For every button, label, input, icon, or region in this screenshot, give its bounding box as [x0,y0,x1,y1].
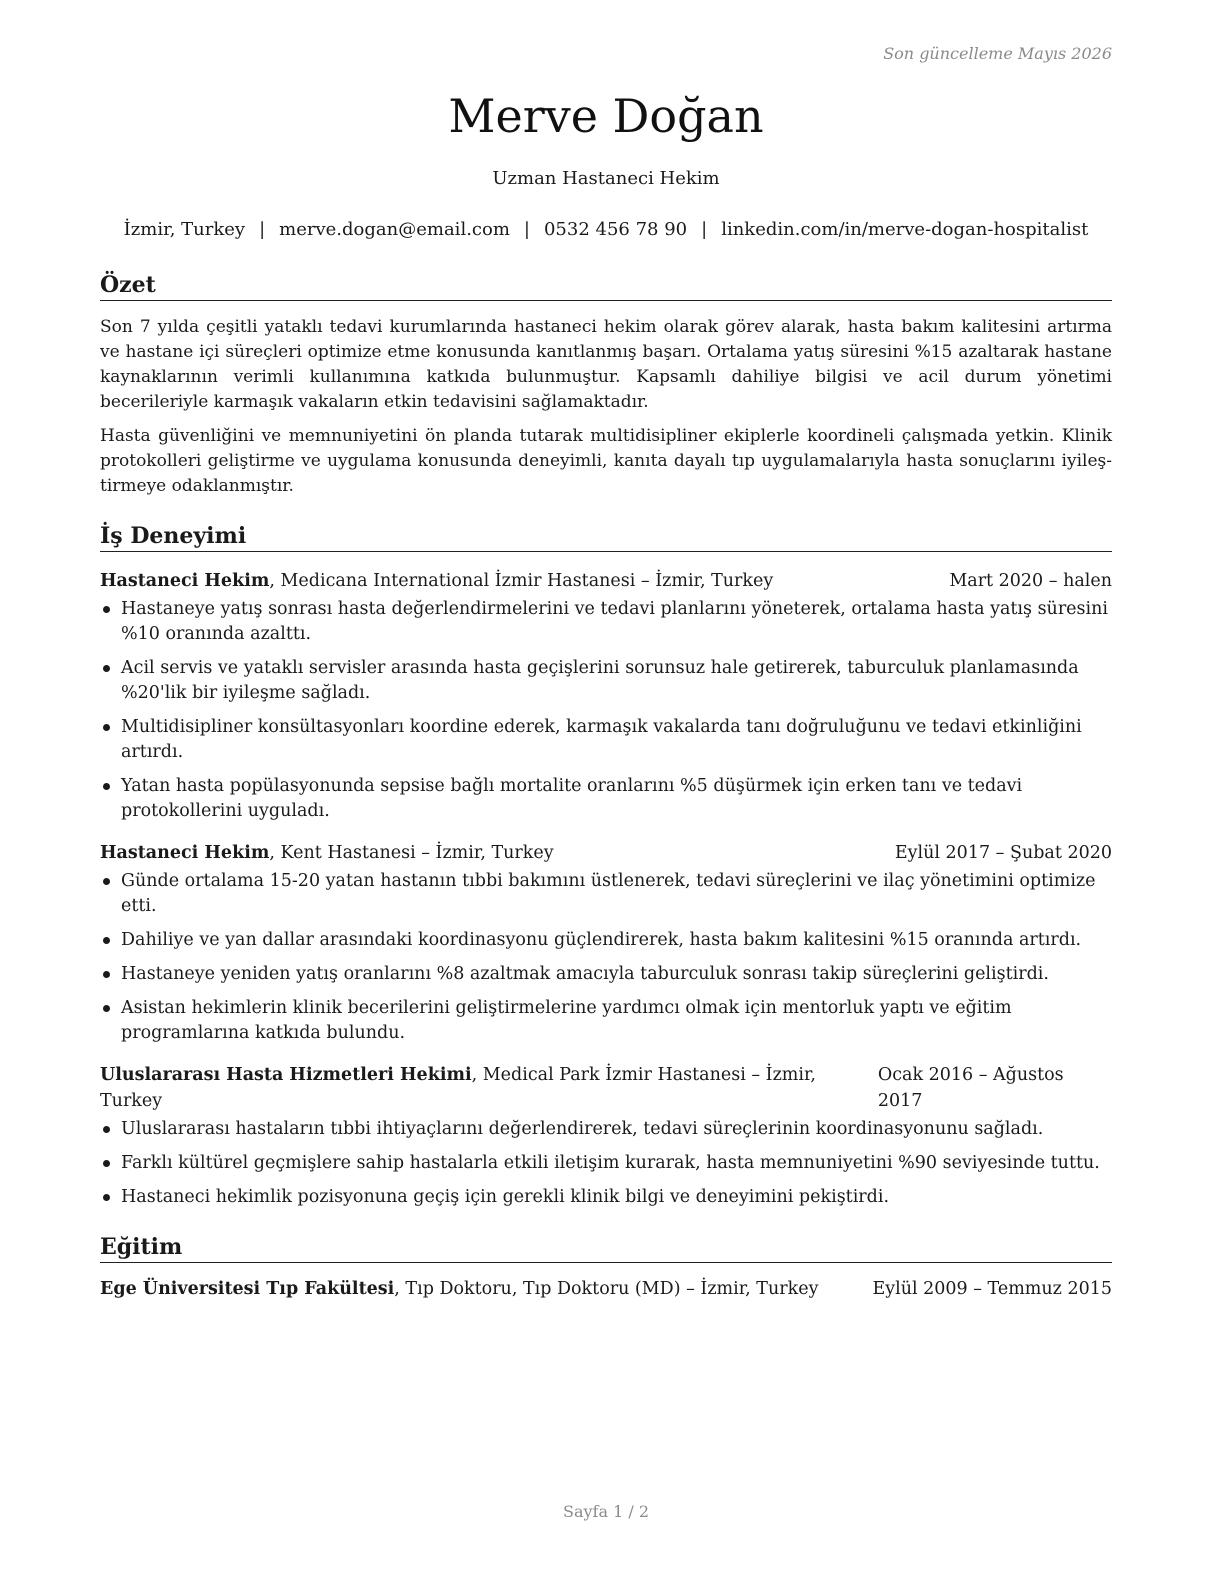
education-school: Ege Üniversitesi Tıp Fakültesi [100,1279,395,1299]
job-dates: Eylül 2017 – Şubat 2020 [894,843,1112,863]
job-entry [100,840,1112,1046]
summary-paragraph: Son 7 yılda çeşitli yataklı tedavi kurumlarında hastaneci hekim olarak görev alarak, hasta bakım kalitesini artırma ve hastane içi süreçleri optimize etme konusunda kanıtlanmış başarı. Ortalama yatış süresini %15 azaltarak hastane kaynaklarının verimli kullanımına katkıda bulunmuştur. Kapsamlı dahiliye bilgisi ve acil durum yönetimi becerileriyle karmaşık vakaların etkin tedavisini sağlamaktadır. [100,317,1112,412]
education-heading: Eğitim [100,1232,1112,1263]
contact-line [100,219,1112,240]
candidate-title: Uzman Hastaneci Hekim [492,168,720,189]
job-bullet: Hastaneye yeniden yatış oranlarını %8 azaltmak amacıyla taburculuk sonrası takip süreçlerini geliştirdi. [100,962,1112,987]
job-bullet: Hastaneci hekimlik pozisyonuna geçiş için gerekli klinik bilgi ve deneyimini pekiştirdi. [100,1185,1112,1210]
job-title-line [100,1062,878,1114]
job-bullet: Multidisipliner konsültasyonları koordine ederek, karmaşık vakalarda tanı doğruluğunu ve tedavi etkinliğini artırdı. [100,715,1112,765]
contact-linkedin[interactable]: linkedin.com/in/merve-dogan-hospitalist [721,219,1089,240]
job-bullets [100,597,1112,824]
summary-paragraph: Hasta güvenliğini ve memnuniyetini ön planda tutarak multidisipliner ekiplerle koordineli çalışmada yetkin. Klinik protokolleri geliştirme ve uygulama konusunda deneyimli, kanıta dayalı tıp uygulamalarıyla hasta sonuçlarını iyileştirmeye odaklanmıştır. [100,426,1112,496]
contact-separator: | [701,219,708,240]
education-section [100,1232,1112,1302]
job-bullet: Dahiliye ve yan dallar arasındaki koordinasyonu güçlendirerek, hasta bakım kalitesini %15 oranında artırdı. [100,928,1112,953]
job-bullet: Günde ortalama 15-20 yatan hastanın tıbbi bakımını üstlenerek, tedavi süreçlerini ve ilaç yönetimini optimize etti. [100,869,1112,919]
last-updated: Son güncelleme Mayıs 2026 [883,44,1112,63]
resume-body [100,270,1112,1302]
education-title-line [100,1276,818,1302]
job-employer: , Medical Park İzmir Hastanesi – İzmir, Turkey [100,1065,816,1111]
job-employer: , Medicana International İzmir Hastanesi – İzmir, Turkey [269,571,774,591]
job-bullet: Farklı kültürel geçmişlere sahip hastalarla etkili iletişim kurarak, hasta memnuniyetini %90 seviyesinde tuttu. [100,1151,1112,1176]
education-entry [100,1276,1112,1302]
experience-section [100,521,1112,1210]
job-bullet: Acil servis ve yataklı servisler arasında hasta geçişlerini sorunsuz hale getirerek, taburculuk planlamasında %20'lik bir iyileşme sağladı. [100,656,1112,706]
job-header [100,840,1112,866]
job-title-line [100,840,554,866]
job-bullet: Uluslararası hastaların tıbbi ihtiyaçlarını değerlendirerek, tedavi süreçlerinin koordinasyonunu sağladı. [100,1117,1112,1142]
contact-phone: 0532 456 78 90 [543,219,688,240]
job-position: Hastaneci Hekim [100,843,270,863]
candidate-name: Merve Doğan [448,89,764,143]
contact-separator: | [523,219,530,240]
job-header [100,568,1112,594]
contact-separator: | [259,219,266,240]
job-bullet: Hastaneye yatış sonrası hasta değerlendirmelerini ve tedavi planlarını yöneterek, ortalama hasta yatış süresini %10 oranında azalttı. [100,597,1112,647]
job-employer: , Kent Hastanesi – İzmir, Turkey [269,843,554,863]
job-position: Hastaneci Hekim [100,571,270,591]
summary-section [100,270,1112,499]
contact-email[interactable]: merve.dogan@email.com [279,219,510,240]
contact-location: İzmir, Turkey [123,219,246,240]
experience-heading: İş Deneyimi [100,521,1112,552]
job-title-line [100,568,773,594]
job-dates: Mart 2020 – halen [949,571,1112,591]
job-bullet: Asistan hekimlerin klinik becerilerini geliştirmelerine yardımcı olmak için mentorluk yaptı ve eğitim programlarına katkıda bulundu. [100,996,1112,1046]
job-dates: Ocak 2016 – Ağustos 2017 [877,1065,1064,1111]
job-bullets [100,1117,1112,1210]
job-bullets [100,869,1112,1046]
job-entry [100,1062,1112,1210]
job-bullet: Yatan hasta popülasyonunda sepsise bağlı mortalite oranlarını %5 düşürmek için erken tanı ve tedavi protokollerini uyguladı. [100,774,1112,824]
education-dates: Eylül 2009 – Temmuz 2015 [872,1279,1112,1299]
job-entry [100,568,1112,824]
job-position: Uluslararası Hasta Hizmetleri Hekimi [100,1065,472,1085]
page-number: Sayfa 1 / 2 [562,1502,649,1521]
job-header [100,1062,1112,1114]
education-detail: , Tıp Doktoru, Tıp Doktoru (MD) – İzmir, Turkey [394,1279,819,1299]
summary-heading: Özet [100,270,1112,301]
